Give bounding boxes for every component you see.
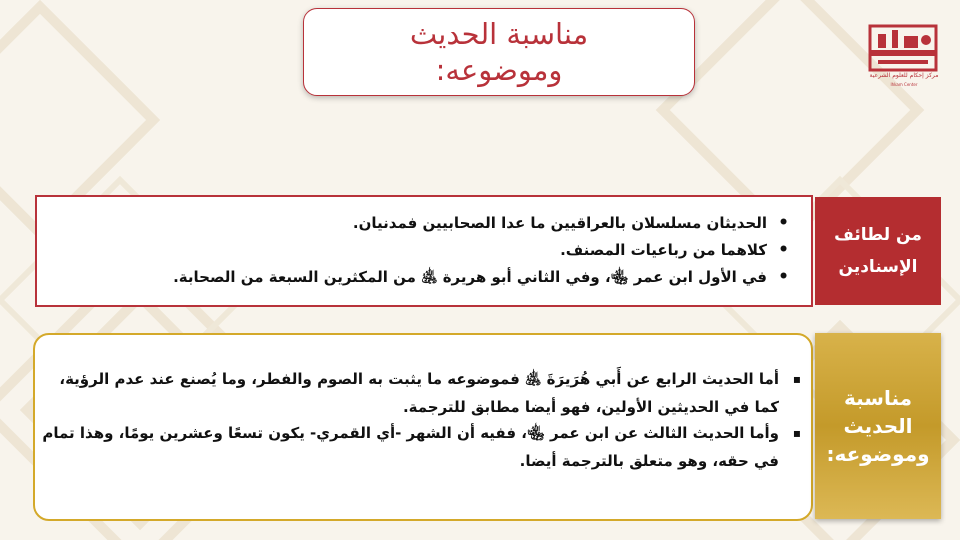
relevance-box: [33, 333, 813, 521]
isnad-label-line-2: الإسنادين: [838, 257, 918, 277]
title-box: [303, 8, 695, 96]
list-item: • الحديثان مسلسلان بالعراقيين ما عدا الصحابيين فمدنيان.: [45, 210, 789, 237]
isnad-points-list: [45, 210, 789, 291]
title-line-1: مناسبة الحديث: [409, 17, 589, 51]
isnad-label-line-1: من لطائف: [834, 225, 922, 245]
relevance-label-line-1: مناسبة: [843, 386, 913, 410]
relevance-label-line-3: وموضوعه:: [826, 442, 930, 466]
relevance-label: [815, 333, 941, 519]
relevance-list: [41, 365, 801, 475]
logo-caption: مركز إحكام للعلوم الشرعية: [869, 72, 939, 79]
isnad-points-box: [35, 195, 813, 307]
list-item: • كلاهما من رباعيات المصنف.: [45, 237, 789, 264]
title-line-2: وموضوعه:: [435, 53, 563, 87]
list-item: ▪ وأما الحديث الثالث عن ابن عمر ﵄، ففيه أن الشهر -أي القمري- يكون تسعًا وعشرين يومًا، وهذا تمام في حقه، وهو متعلق بالترجمة أيضا.: [41, 419, 801, 475]
relevance-label-line-2: الحديث: [843, 414, 913, 438]
logo-subcaption: Ihkam Center: [890, 82, 918, 87]
isnad-label: [815, 197, 941, 305]
list-item: ▪ أما الحديث الرابع عن أَبي هُرَيرَةَ ﵁ فموضوعه ما يثبت به الصوم والفطر، وما يُصنع عند عدم الرؤية، كما في الحديثين الأولين، فهو أيضا مطابق للترجمة.: [41, 365, 801, 421]
list-item: • في الأول ابن عمر ﵄، وفي الثاني أبو هريرة ﵁ من المكثرين السبعة من الصحابة.: [45, 264, 789, 291]
